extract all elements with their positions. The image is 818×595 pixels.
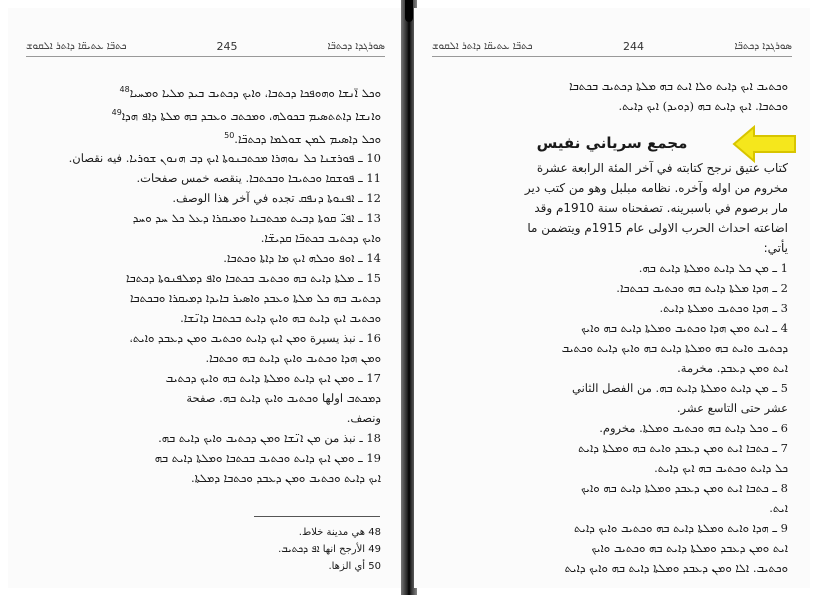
left-header-title-left: ܟܬܒ̈ܐ ܥܬܝܩ̈ܐ ܕܐܬܪ ܐܠܩܘܫ [26,40,127,52]
text-line [34,248,381,268]
text-line-text: ܘܟܬܝܒ ܐܝܟ ܕܐܝܬ ܘܠܐ ܐܝܬ ܒܗ ܡܠܬܐ ܕܟܬܝܒ ܒܟܬܒܐ [569,79,788,93]
text-line-text: 7 ـ ܟܬܒܐ ܐܝܬ ܘܡܢ ܕܥܒܕ ܘܐܝܬ ܒܗ ܘܡܠܬܐ ܕܐܝܬ [578,441,788,455]
right-header-title-left: ܟܬܒ̈ܐ ܥܬܝܩ̈ܐ ܕܐܬܪ ܐܠܩܘܫ [432,40,533,52]
footnote-text: الأرجح انها ܐܦ ܕܟܬܝܒ. [278,544,366,555]
right-page-number: 244 [623,39,645,53]
footnote [34,541,381,558]
text-line [440,298,788,318]
text-line-text: ܘܟܬܒܐ. ܐܝܟ ܕܐܝܬ ܒܗ (ܕܘܝܕ) ܐܝܟ ܕܐܝܬ. [618,99,788,113]
footnote-ref: 48 [119,85,130,94]
text-line-text: ܕܡܟܬܒ اولها ܘܟܬܝܒ ܘܐܝܟ ܕܐܝܬ ܒܗ. صفحة [186,391,381,406]
text-line-text: ܕܟܬܝܒ ܘܐܝܬ ܒܗ ܘܡܠܬܐ ܕܐܝܬ ܒܗ ܘܐܝܟ ܕܐܝܬ ܘܟܬܝܒ [561,341,788,355]
right-running-head [432,36,792,57]
text-line-text: 2 ـ ܗܕܐ ܡܠܬܐ ܕܐܝܬ ܒܗ ܘܟܬܝܒ ܒܟܬܒܐ. [616,281,788,295]
text-line [440,358,788,378]
text-line [34,368,381,388]
text-line [34,388,381,408]
text-line [440,338,788,358]
text-line [440,76,788,96]
footnote-number: 50 [368,561,381,572]
left-page-body [34,80,381,488]
text-line [440,398,788,418]
text-line [440,96,788,116]
footnote [34,558,381,575]
footnotes [34,524,381,575]
text-line [34,168,381,188]
text-line-text: ܘܐܝܟ ܕܟܬܝܒ ܒܟܬܒ̈ܐ ܩܕܝܫ̈ܐ. [260,231,381,246]
text-line [440,258,788,278]
text-line-text: 15 ـ ܡܠܬܐ ܕܐܝܬ ܒܗ ܘܟܬܝܒ ܒܟܬܒܐ ܘܐܦ ܕܡܠܦܢܘܬܐ ܕܟܬܒܐ [126,271,381,286]
text-line-text: عشر حتى التاسع عشر. [676,401,788,415]
text-line [34,126,381,149]
text-line [34,103,381,126]
text-line-text: 3 ـ ܗܕܐ ܘܟܬܝܒ ܘܡܠܬܐ ܕܐܝܬ. [659,301,788,315]
text-line-text: ܐܝܬ. [769,501,788,515]
left-page [8,8,403,588]
text-line-text: 19 ـ ܘܡܢ ܐܝܟ ܕܐܝܬ ܘܟܬܝܒ ܒܟܬܒܐ ܘܡܠܬܐ ܕܐܝܬ ܒܗ [154,451,381,466]
text-line [34,228,381,248]
right-page-intro [440,76,788,116]
text-line-text: 13 ـ ܐܦܝ̈ ܩܘܬܐ ܕܒܝܬ ܡܟܬܒܢܐ ܘܡܝܩܪܐ ܕܥܠ ܟܠ ܚܕ ܘܚܕ [132,211,381,226]
footnote-ref: 50 [224,130,235,140]
text-line [440,198,788,218]
text-line [34,428,381,448]
text-line-text: 4 ـ ܐܝܬ ܘܡܢ ܗܕܐ ܘܟܬܝܒ ܘܡܠܬܐ ܕܐܝܬ ܒܗ ܘܐܝܟ [581,321,788,335]
right-page [414,8,810,588]
footnote-text: أي الزها. [328,561,366,572]
footnote [34,524,381,541]
text-line [34,148,381,168]
text-line [34,208,381,228]
text-line [440,178,788,198]
text-line [440,458,788,478]
text-line-text: ܐܝܬ ܘܡܢ ܕܥܒܕ ܘܡܠܬܐ ܕܐܝܬ ܒܗ ܘܟܬܝܒ ܘܐܝܟ [591,541,788,555]
text-line [34,268,381,288]
left-header-title-right: ܣܘܪܓܕܐ ܕܟܬܒ̈ܐ [327,40,385,52]
text-line [440,158,788,178]
text-line [34,348,381,368]
footnote-number: 49 [368,544,381,555]
text-line [440,278,788,298]
left-running-head [26,36,385,57]
text-line [440,418,788,438]
text-line-text: ܘܟܠ ܐ̈ܢܫܐ ܘܗܘܦܟܐ ܕܟܬܒܐ، ܘܐܝܟ ܕܟܬܝܒ ܒܝܕ ܡܠܝܐ ܘܡܚܝܐ [129,85,381,100]
section-heading: مجمع سرياني نفيس [536,134,688,152]
text-line-text: 16 ـ نبذ يسيرة ܘܡܢ ܐܝܟ ܕܐܝܬ ܘܟܬܝܒ ܘܡܢ ܕܥܒܕ ܘܐܝܬ، [129,331,381,346]
text-line-text: ܘܐܢܫܐ ܕܐܬܬܣܝܡ ܒܟܘܠܗ، ܘܡܟܬܒ ܘܥܒܕ ܒܗ ܡܠܬܐ ܕܐܦ ܗܕܐ [121,108,381,123]
right-header-title-right: ܣܘܪܓܕܐ ܕܟܬܒ̈ܐ [734,40,792,52]
book-gutter-top [405,0,413,22]
text-line-text: 1 ـ ܡܢ ܟܠ ܕܐܝܬ ܘܡܠܬܐ ܕܐܝܬ ܒܗ. [638,261,788,275]
footnote-rule [254,516,380,517]
text-line [34,188,381,208]
text-line-text: ܕܟܬܝܒ ܒܗ ܟܠ ܡܠܬܐ ܘܥܒܕ ܘܐܣܝܪ ܒܐܝܕܐ ܕܡܝܩܪܐ ܘܒܟܬܒܐ [129,291,381,306]
text-line [440,538,788,558]
text-line-text: 10 ـ ܦܘܪܫܢܐ ܟܠ ܢܘܗܪܐ ܡܟܬܒܢܘܬܐ ܐܝܟ ܕܒ ܗܢܘܢ ܫܘܪܝܐ. فيه نقصان. [68,151,381,166]
text-line-text: 18 ـ نبذ من ܡܢ ܐܢ̈ܫܐ ܘܡܢ ܕܟܬܝܒ ܘܐܝܟ ܕܐܝܬ ܒܗ. [158,431,381,446]
text-line [440,518,788,538]
text-line [440,478,788,498]
text-line [34,80,381,103]
text-line [34,288,381,308]
text-line [440,558,788,578]
text-line-text: ܘܟܠ ܕܐܣܝܡ ܠܡܢ ܫܘܠܡܐ ܕܟܬܒ̈ܐ. [234,131,381,146]
text-line-text: 14 ـ ܐܘܦ ܘܟܠܗ ܐܝܟ ܡܐ ܕܐܬܐ ܘܟܬܒܐ. [223,251,381,266]
right-page-body [440,158,788,578]
footnote-text: هي مدينة خلاط. [298,527,366,538]
text-line-text: 6 ـ ܘܟܠ ܕܐܝܬ ܒܗ ܘܟܬܝܒ ܘܡܠܬܐ. مخروم. [599,421,788,435]
text-line [34,328,381,348]
text-line [34,468,381,488]
text-line-text: ܟܠ ܕܐܝܬ ܘܟܬܝܒ ܒܗ ܐܝܟ ܕܐܝܬ. [654,461,788,475]
text-line-text: ܐܝܬ ܘܡܢ ܕܥܒܕ. مخرمة. [677,361,788,375]
text-line-text: اضاعته احداث الحرب الاولى عام 1915م ويتضمن ما [527,221,788,235]
text-line-text: كتاب عتيق نرجح كتابته في آخر المئة الرابعة عشرة [536,161,788,175]
text-line [34,448,381,468]
text-line [440,238,788,258]
text-line-text: 17 ـ ܘܡܢ ܐܝܟ ܕܐܝܬ ܘܡܠܬܐ ܕܐܝܬ ܒܗ ܘܐܝܟ ܕܟܬܝܒ [165,371,381,386]
text-line [440,318,788,338]
text-line [34,308,381,328]
text-line-text: ܘܡܢ ܗܕܐ ܘܟܬܝܒ ܘܐܝܟ ܕܐܝܬ ܒܗ ܘܟܬܒܐ. [205,351,381,366]
text-line [440,218,788,238]
text-line [440,498,788,518]
text-line-text: مخروم من اوله وآخره. نظامه مبلبل وهو من كتب دير [524,181,788,195]
text-line-text: يأتي: [763,241,788,255]
left-page-number: 245 [216,39,238,53]
text-line-text: 12 ـ ܐܦܢܘܬܐ ܕܢܦܩ تجده في آخر هذا الوصف. [172,191,381,206]
text-line-text: 11 ـ ܦܘܫܩܐ ܘܟܬܝܒܐ ܘܒܟܬܒܐ. ينقصه خمس صفحات. [136,171,381,186]
text-line-text: ونصف. [346,411,381,426]
text-line-text: ܐܝܟ ܕܐܝܬ ܘܟܬܝܒ ܘܡܢ ܕܥܒܕ ܘܟܬܒܐ ܕܡܠܬܐ. [190,471,381,486]
text-line-text: مار برصوم في باسبرينه. تصفحناه سنة 1910م وقد [534,201,788,215]
text-line-text: 9 ـ ܗܕܐ ܘܐܝܬ ܘܡܠܬܐ ܕܐܝܬ ܒܗ ܘܟܬܝܒ ܘܐܝܟ ܕܐܝܬ [574,521,788,535]
footnote-number: 48 [368,527,381,538]
text-line [440,378,788,398]
footnote-ref: 49 [111,107,122,117]
text-line-text: ܘܟܬܝܒ. ܐܠܐ ܘܡܢ ܕܥܒܕ ܘܡܠܬܐ ܕܐܝܬ ܒܗ ܘܐܝܟ ܕܐܝܬ [564,561,788,575]
text-line [440,438,788,458]
text-line [34,408,381,428]
text-line-text: 8 ـ ܟܬܒܐ ܐܝܬ ܘܡܢ ܕܥܒܕ ܘܡܠܬܐ ܕܐܝܬ ܒܗ ܘܐܝܟ [580,481,788,495]
text-line-text: ܘܟܬܝܒ ܐܝܟ ܕܐܝܬ ܒܗ ܘܐܝܟ ܕܐܝܬ ܒܟܬܒܐ ܕܐܢ̈ܫܐ. [180,311,381,326]
text-line-text: 5 ـ ܡܢ ܕܐܝܬ ܘܡܠܬܐ ܕܐܝܬ ܒܗ. من الفصل الثاني [572,381,788,395]
